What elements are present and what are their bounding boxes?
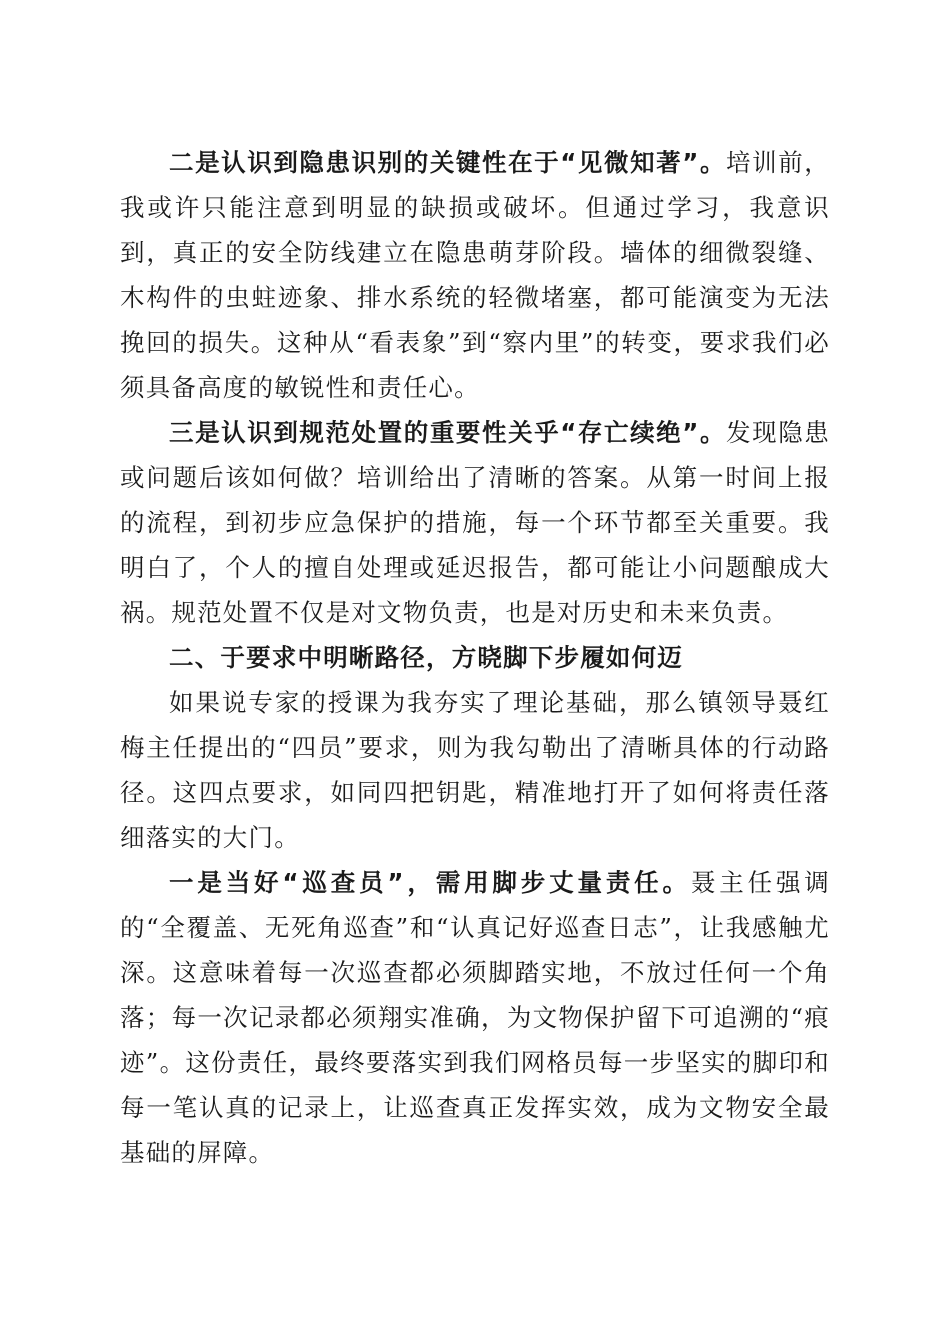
paragraph-hazard-identification [120,140,830,410]
paragraph-lead: 二是认识到隐患识别的关键性在于“见微知著”。 [169,148,727,177]
paragraph-text: 发现隐患或问题后该如何做？培训给出了清晰的答案。从第一时间上报的流程，到初步应急保护的措施，每一个环节都至关重要。我明白了，个人的擅自处理或延迟报告，都可能让小问题酿成大祸。规范处置不仅是对文物负责，也是对历史和未来负责。 [120,418,830,627]
paragraph-inspector [120,860,830,1175]
paragraph-intro: 如果说专家的授课为我夯实了理论基础，那么镇领导聂红梅主任提出的“四员”要求，则为我勾勒出了清晰具体的行动路径。这四点要求，如同四把钥匙，精准地打开了如何将责任落细落实的大门。 [120,688,830,852]
paragraph-text: 培训前，我或许只能注意到明显的缺损或破坏。但通过学习，我意识到，真正的安全防线建立在隐患萌芽阶段。墙体的细微裂缝、木构件的虫蛀迹象、排水系统的轻微堵塞，都可能演变为无法挽回的损失。这种从“看表象”到“察内里”的转变，要求我们必须具备高度的敏锐性和责任心。 [120,148,830,402]
paragraph-lead: 三是认识到规范处置的重要性关乎“存亡续绝”。 [169,418,727,447]
document-body [120,140,830,1175]
paragraph-standard-handling [120,410,830,635]
section-heading: 二、于要求中明晰路径，方晓脚下步履如何迈 [169,643,683,672]
paragraph-lead: 一是当好“巡查员”，需用脚步丈量责任。 [169,868,691,897]
paragraph-text: 聂主任强调的“全覆盖、无死角巡查”和“认真记好巡查日志”，让我感触尤深。这意味着每一次巡查都必须脚踏实地，不放过任何一个角落；每一次记录都必须翔实准确，为文物保护留下可追溯的“痕迹”。这份责任，最终要落实到我们网格员每一步坚实的脚印和每一笔认真的记录上，让巡查真正发挥实效，成为文物安全最基础的屏障。 [120,868,830,1167]
